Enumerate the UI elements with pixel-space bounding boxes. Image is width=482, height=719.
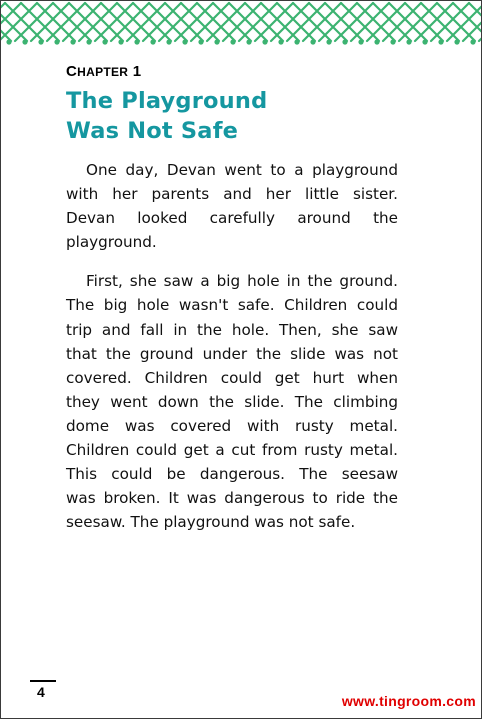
fence-wire: [79, 3, 117, 41]
fence-wire: [319, 3, 357, 41]
fence-knuckle: [198, 39, 203, 44]
paragraph-line: First, she saw a big hole in the ground.: [86, 272, 398, 291]
paragraph-line: trip and fall in the hole. Then, she saw: [66, 320, 398, 339]
fence-wire: [175, 3, 213, 41]
fence-knuckle: [454, 39, 459, 44]
paragraph-line: they went down the slide. The climbing: [66, 392, 398, 411]
fence-knuckle: [310, 39, 315, 44]
fence-knuckle: [166, 39, 171, 44]
chain-link-fence-border: [1, 1, 481, 47]
fence-wire: [223, 3, 261, 41]
fence-wire: [127, 3, 165, 41]
fence-wire: [31, 3, 69, 41]
fence-wire: [159, 3, 197, 41]
fence-knuckle: [470, 39, 475, 44]
fence-knuckle: [294, 39, 299, 44]
paragraph-line: covered. Children could get hurt when: [66, 368, 398, 387]
fence-knuckle: [118, 39, 123, 44]
fence-wire: [255, 3, 293, 41]
fence-knuckle: [278, 39, 283, 44]
fence-knuckle: [134, 39, 139, 44]
fence-wire: [351, 3, 389, 41]
fence-knuckle: [406, 39, 411, 44]
fence-wire: [207, 3, 245, 41]
page-number: 4: [37, 684, 45, 700]
paragraph-line: seesaw. The playground was not safe.: [66, 513, 356, 532]
fence-wire: [63, 3, 101, 41]
fence-wire: [431, 3, 469, 41]
fence-wire: [111, 3, 149, 41]
paragraph-line: This could be dangerous. The seesaw: [66, 465, 398, 484]
body-text: [66, 158, 398, 549]
chapter-title: [66, 86, 267, 146]
fence-wire: [191, 3, 229, 41]
chapter-title-line-2: Was Not Safe: [66, 118, 239, 144]
fence-wire: [271, 3, 309, 41]
chapter-label-rest: HAPTER: [77, 65, 129, 79]
watermark-text: www.tingroom.com: [341, 693, 476, 709]
fence-knuckle: [326, 39, 331, 44]
fence-wire: [415, 3, 453, 41]
fence-knuckle: [70, 39, 75, 44]
fence-knuckle: [246, 39, 251, 44]
paragraph-line: One day, Devan went to a playground: [86, 161, 398, 179]
fence-wire: [143, 3, 181, 41]
paragraph-line: that the ground under the slide was not: [66, 344, 398, 363]
fence-wire: [47, 3, 85, 41]
chapter-label-initial: C: [66, 63, 78, 80]
fence-knuckle: [102, 39, 107, 44]
fence-knuckle: [150, 39, 155, 44]
fence-knuckle: [390, 39, 395, 44]
fence-knuckle: [358, 39, 363, 44]
page-number-rule: [30, 680, 56, 682]
paragraph-1: [66, 158, 398, 254]
fence-wire: [15, 3, 53, 41]
chapter-number: 1: [132, 63, 142, 80]
fence-knuckle: [342, 39, 347, 44]
fence-knuckle: [438, 39, 443, 44]
fence-knuckle: [6, 39, 11, 44]
chapter-label: [66, 63, 141, 80]
paragraph-line: with her parents and her little sister.: [66, 185, 398, 204]
fence-knuckle: [38, 39, 43, 44]
fence-wire: [335, 3, 373, 41]
fence-knuckle: [422, 39, 427, 44]
paragraph-line: playground.: [66, 233, 157, 252]
fence-knuckle: [54, 39, 59, 44]
fence-knuckle: [182, 39, 187, 44]
fence-knuckle: [230, 39, 235, 44]
fence-wire: [303, 3, 341, 41]
fence-wire: [383, 3, 421, 41]
fence-wire: [287, 3, 325, 41]
paragraph-line: dome was covered with rusty metal.: [66, 416, 398, 435]
fence-knuckle: [86, 39, 91, 44]
paragraph-2: [66, 269, 398, 534]
fence-knuckle: [214, 39, 219, 44]
paragraph-line: Devan looked carefully around the: [66, 209, 398, 228]
fence-knuckle: [262, 39, 267, 44]
paragraph-line: Children could get a cut from rusty metal.: [66, 441, 398, 460]
fence-wire: [367, 3, 405, 41]
fence-knuckle: [22, 39, 27, 44]
fence-graphic: [1, 1, 481, 47]
fence-knuckle: [374, 39, 379, 44]
fence-wire: [239, 3, 277, 41]
fence-wire: [95, 3, 133, 41]
fence-wire: [399, 3, 437, 41]
paragraph-line: The big hole wasn't safe. Children could: [66, 296, 398, 315]
chapter-title-line-1: The Playground: [66, 88, 268, 114]
paragraph-line: was broken. It was dangerous to ride the: [66, 489, 398, 508]
